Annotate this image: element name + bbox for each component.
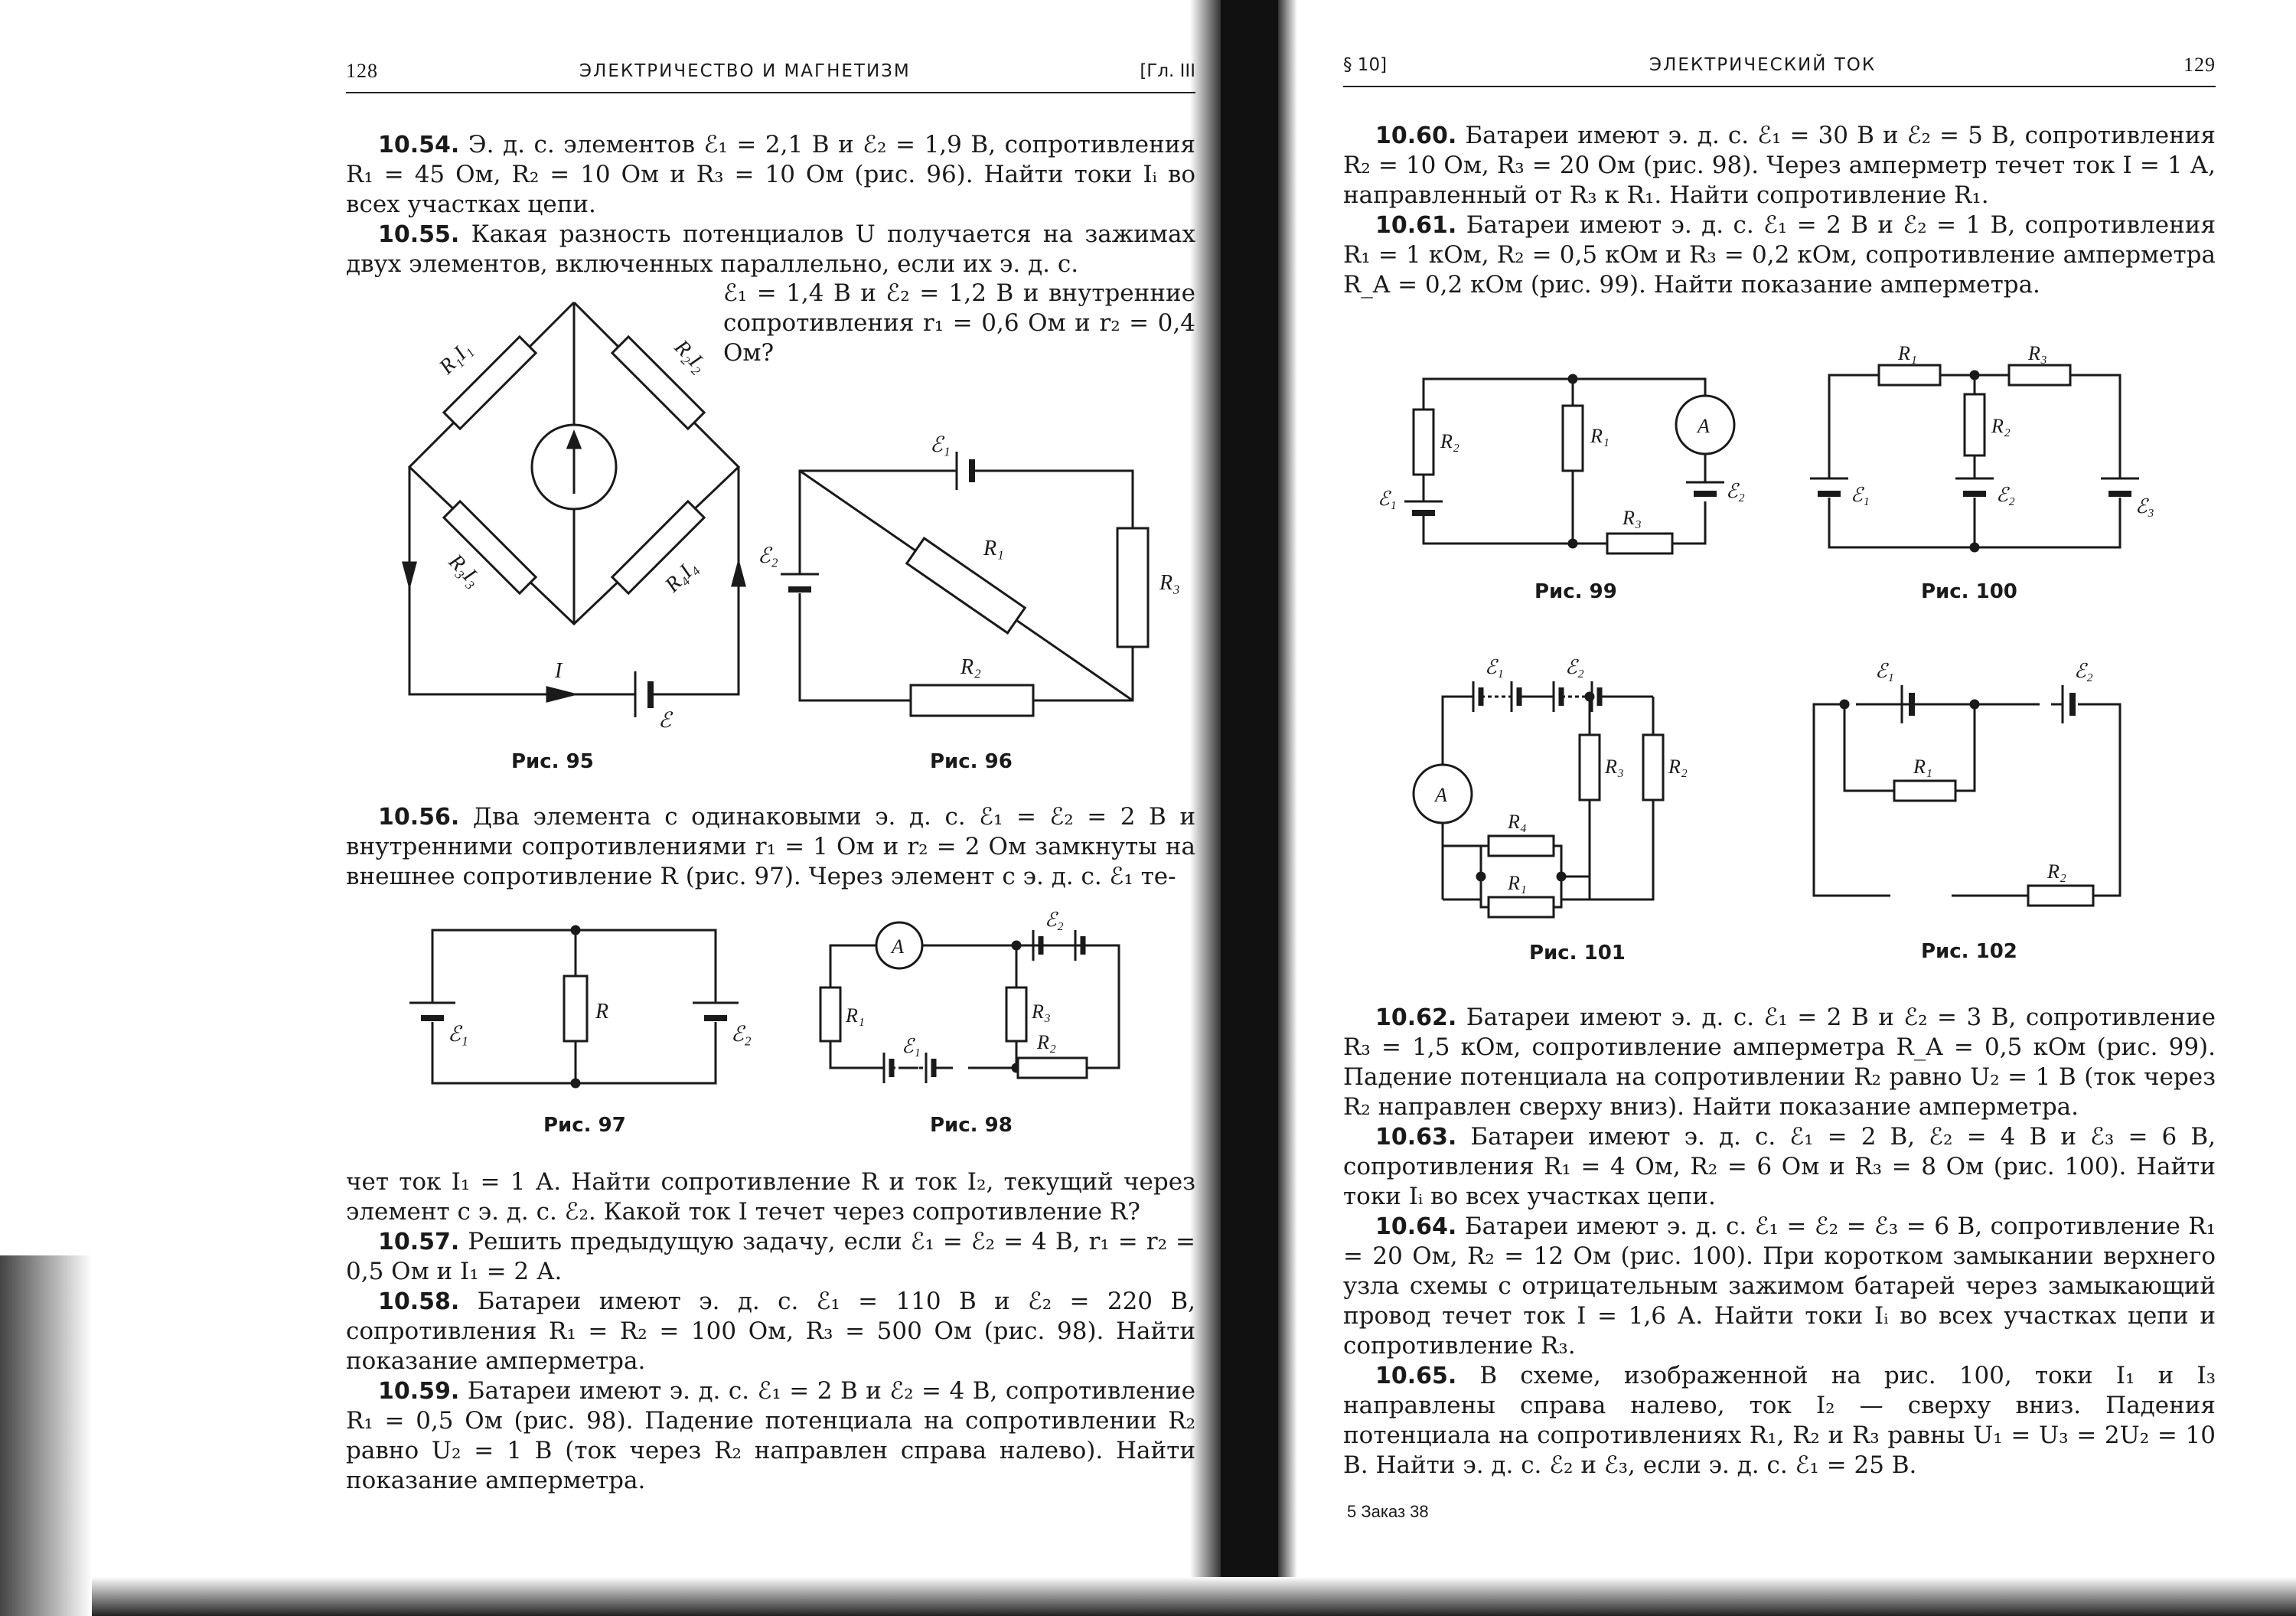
fig101-label-e1: ℰ₁ xyxy=(1485,656,1504,678)
fig98-label-r1: R₁ xyxy=(846,1004,865,1027)
problem-10-60: 10.60. Батареи имеют э. д. с. ℰ₁ = 30 В и ℰ₂ = 5 В, сопротивления R₂ = 10 Ом, R₃ = 20 Ом (рис. 98). Через амперметр течет ток I = 1 А, направленный от R₃ к R₁. Найти сопротивление R₁. xyxy=(1343,122,2216,209)
fig97-label-e1: ℰ₁ xyxy=(448,1023,468,1046)
fig95-arrow-right xyxy=(732,563,745,586)
fig95-label-r4: R₄I₄ xyxy=(660,555,703,597)
problem-10-57: 10.57. Решить предыдущую задачу, если ℰ₁ = ℰ₂ = 4 В, r₁ = r₂ = 0,5 Ом и I₁ = 2 А. xyxy=(346,1228,1196,1285)
caption-fig-102: Рис. 102 xyxy=(1921,940,2017,963)
figure-98 xyxy=(811,911,1133,1095)
fig101-label-r4: R₄ xyxy=(1508,811,1527,833)
fig97-label-r: R xyxy=(595,1000,609,1023)
left-text-middle xyxy=(346,802,1195,892)
fig101-resistor-r2 xyxy=(1643,735,1663,800)
fig101-label-a: A xyxy=(1435,784,1447,806)
fig98-resistor-r1 xyxy=(820,988,840,1041)
left-text-bottom xyxy=(346,1167,1195,1496)
fig96-resistor-r1 xyxy=(907,538,1025,633)
fig98-resistor-r2 xyxy=(1018,1058,1087,1078)
fig102-label-r1: R₁ xyxy=(1913,756,1932,778)
right-text-bottom xyxy=(1343,1003,2216,1481)
caption-fig-99: Рис. 99 xyxy=(1534,580,1617,603)
fig100-label-r3: R₃ xyxy=(2028,342,2047,364)
right-page xyxy=(1270,0,2296,1616)
fig95-label-emf: ℰ xyxy=(658,709,671,733)
right-header-rule xyxy=(1343,86,2216,87)
fig101-label-r2: R₂ xyxy=(1668,756,1688,778)
fig102-label-e2: ℰ₂ xyxy=(2074,660,2093,682)
fig96-resistor-r2 xyxy=(911,685,1033,716)
fig101-label-r1: R₁ xyxy=(1508,872,1527,894)
fig99-label-r1: R₁ xyxy=(1590,425,1609,447)
fig100-resistor-r2 xyxy=(1965,394,1985,455)
fig99-resistor-r2 xyxy=(1414,410,1433,475)
caption-fig-97: Рис. 97 xyxy=(543,1114,626,1137)
fig101-resistor-r3 xyxy=(1580,735,1600,800)
figure-97 xyxy=(406,919,758,1102)
problem-10-55-cont: ℰ₁ = 1,4 В и ℰ₂ = 1,2 В и внутренние сопротивления r₁ = 0,6 Ом и r₂ = 0,4 Ом? xyxy=(723,279,1195,367)
fig96-label-e1: ℰ₁ xyxy=(930,433,951,457)
fig96-label-r2: R₂ xyxy=(960,655,981,679)
fig101-resistor-r1 xyxy=(1489,897,1554,917)
fig97-label-e2: ℰ₂ xyxy=(731,1023,752,1046)
caption-fig-96: Рис. 96 xyxy=(930,750,1013,773)
fig100-label-r2: R₂ xyxy=(1991,415,2011,437)
fig98-resistor-r3 xyxy=(1006,988,1026,1041)
problem-10-54: 10.54. Э. д. с. элементов ℰ₁ = 2,1 В и ℰ₂ = 1,9 В, сопротивления R₁ = 45 Ом, R₂ = 10 Ом и R₃ = 10 Ом (рис. 96). Найти токи Iᵢ во всех участках цепи. xyxy=(346,131,1195,218)
left-running-title: ЭЛЕКТРИЧЕСТВО И МАГНЕТИЗМ xyxy=(579,61,911,81)
problem-10-56: 10.56. Два элемента с одинаковыми э. д. с. ℰ₁ = ℰ₂ = 2 В и внутренними сопротивлениями r₁ = 1 Ом и r₂ = 2 Ом замкнуты на внешнее сопротивление R (рис. 97). Через элемент с э. д. с. ℰ₁ те- xyxy=(346,803,1195,890)
fig95-label-r2: R₂I₂ xyxy=(670,335,712,377)
fig99-label-e1: ℰ₁ xyxy=(1378,488,1397,510)
fig99-label-a: A xyxy=(1698,415,1710,437)
fig102-resistor-r2 xyxy=(2028,886,2093,906)
right-page-number: 129 xyxy=(2183,54,2216,76)
caption-fig-95: Рис. 95 xyxy=(511,750,594,773)
fig95-label-r1: R₁I₁ xyxy=(435,337,477,379)
fig100-label-e3: ℰ₃ xyxy=(2135,495,2154,517)
fig95-arrow-left xyxy=(403,563,416,586)
problem-10-63: 10.63. Батареи имеют э. д. с. ℰ₁ = 2 В, ℰ₂ = 4 В и ℰ₃ = 6 В, сопротивления R₁ = 4 Ом, R₂ = 6 Ом и R₃ = 8 Ом (рис. 100). Найти токи Iᵢ во всех участках цепи. xyxy=(1343,1123,2216,1210)
fig100-resistor-r3 xyxy=(2009,365,2070,385)
fig95-label-current: I xyxy=(555,659,563,683)
fig101-label-r3: R₃ xyxy=(1605,756,1624,778)
fig99-resistor-r1 xyxy=(1563,406,1583,471)
fig102-resistor-r1 xyxy=(1894,781,1955,801)
figure-101 xyxy=(1404,651,1711,926)
left-header-rule xyxy=(346,92,1195,93)
problem-10-61: 10.61. Батареи имеют э. д. с. ℰ₁ = 2 В и ℰ₂ = 1 В, сопротивления R₁ = 1 кОм, R₂ = 0,5 кОм и R₃ = 0,2 кОм, сопротивление амперметра R_A = 0,2 кОм (рис. 99). Найти показание амперметра. xyxy=(1343,211,2216,299)
fig95-label-r3: R₃I₃ xyxy=(444,550,486,592)
fig96-label-r1: R₁ xyxy=(983,537,1004,560)
figure-95 xyxy=(383,291,781,733)
figure-100 xyxy=(1806,337,2154,559)
left-page-number: 128 xyxy=(346,60,378,82)
left-chapter-ref: [Гл. III xyxy=(1140,61,1195,81)
problem-10-59: 10.59. Батареи имеют э. д. с. ℰ₁ = 2 В и ℰ₂ = 4 В, сопротивление R₁ = 0,5 Ом (рис. 98). Падение потенциала на сопротивлении R₂ равно U₂ = 1 В (ток через R₂ направлен справа налево). Найти показание амперметра. xyxy=(346,1377,1196,1494)
fig96-label-r3: R₃ xyxy=(1159,571,1180,595)
caption-fig-101: Рис. 101 xyxy=(1529,942,1626,965)
fig99-label-r3: R₃ xyxy=(1623,507,1642,529)
fig99-label-e2: ℰ₂ xyxy=(1726,480,1745,502)
fig97-resistor-r xyxy=(564,976,587,1041)
problem-10-62: 10.62. Батареи имеют э. д. с. ℰ₁ = 2 В и ℰ₂ = 3 В, сопротивление R₃ = 1,5 кОм, сопротивление амперметра R_A = 0,5 кОм (рис. 99). Падение потенциала на сопротивлении R₂ равно U₂ = 1 В (ток через R₂ направлен сверху вниз). Найти показание амперметра. xyxy=(1343,1004,2216,1121)
problem-10-55: 10.55. Какая разность потенциалов U получается на зажимах двух элементов, включенных параллельно, если их э. д. с. xyxy=(346,220,1195,278)
problem-10-56-cont: чет ток I₁ = 1 А. Найти сопротивление R и ток I₂, текущий через элемент с э. д. с. ℰ₂. Какой ток I течет через сопротивление R? xyxy=(346,1168,1195,1226)
right-section-ref: § 10] xyxy=(1343,55,1388,75)
fig101-label-e2: ℰ₂ xyxy=(1565,656,1584,678)
fig98-label-e2: ℰ₂ xyxy=(1045,909,1064,931)
fig99-resistor-r3 xyxy=(1607,534,1672,553)
page-footer-signature: 5 Заказ 38 xyxy=(1347,1502,1429,1521)
fig98-label-e1: ℰ₁ xyxy=(902,1035,921,1057)
caption-fig-100: Рис. 100 xyxy=(1921,580,2017,603)
fig100-resistor-r1 xyxy=(1879,365,1940,385)
fig102-label-e1: ℰ₁ xyxy=(1875,660,1894,682)
fig98-label-a: A xyxy=(892,935,904,958)
caption-fig-98: Рис. 98 xyxy=(930,1114,1013,1137)
fig100-label-r1: R₁ xyxy=(1898,342,1917,364)
left-text-top xyxy=(346,130,1195,279)
fig102-label-r2: R₂ xyxy=(2047,860,2066,883)
fig96-label-e2: ℰ₂ xyxy=(758,544,778,568)
figure-96 xyxy=(758,429,1202,712)
fig98-label-r3: R₃ xyxy=(1032,1001,1051,1023)
right-running-title: ЭЛЕКТРИЧЕСКИЙ ТОК xyxy=(1649,55,1877,75)
fig99-label-r2: R₂ xyxy=(1440,430,1459,452)
problem-10-58: 10.58. Батареи имеют э. д. с. ℰ₁ = 110 В и ℰ₂ = 220 В, сопротивления R₁ = R₂ = 100 Ом, R₃ = 500 Ом (рис. 98). Найти показание амперметра. xyxy=(346,1288,1195,1375)
fig100-label-e2: ℰ₂ xyxy=(1996,484,2015,506)
problem-10-65: 10.65. В схеме, изображенной на рис. 100, токи I₁ и I₃ направлены справа налево, ток I₂ — сверху вниз. Падения потенциала на сопротивлениях R₁, R₂ и R₃ равны U₁ = U₃ = 2U₂ = 10 В. Найти э. д. с. ℰ₂ и ℰ₃, если э. д. с. ℰ₁ = 25 В. xyxy=(1343,1362,2216,1479)
fig101-resistor-r4 xyxy=(1489,836,1554,856)
fig95-arrow-bottom xyxy=(547,687,574,701)
figure-102 xyxy=(1799,651,2135,903)
figure-99 xyxy=(1378,360,1745,559)
fig98-label-r2: R₂ xyxy=(1037,1031,1056,1053)
problem-10-64: 10.64. Батареи имеют э. д. с. ℰ₁ = ℰ₂ = ℰ₃ = 6 В, сопротивление R₁ = 20 Ом, R₂ = 12 Ом (рис. 100). При коротком замыкании верхнего узла схемы с отрицательным зажимом батарей через замыкающий провод течет ток I = 1,6 А. Найти токи Iᵢ во всех участках цепи и сопротивление R₃. xyxy=(1343,1213,2216,1360)
fig100-label-e1: ℰ₁ xyxy=(1851,484,1870,506)
right-text-top xyxy=(1343,121,2216,300)
fig96-resistor-r3 xyxy=(1117,528,1148,647)
